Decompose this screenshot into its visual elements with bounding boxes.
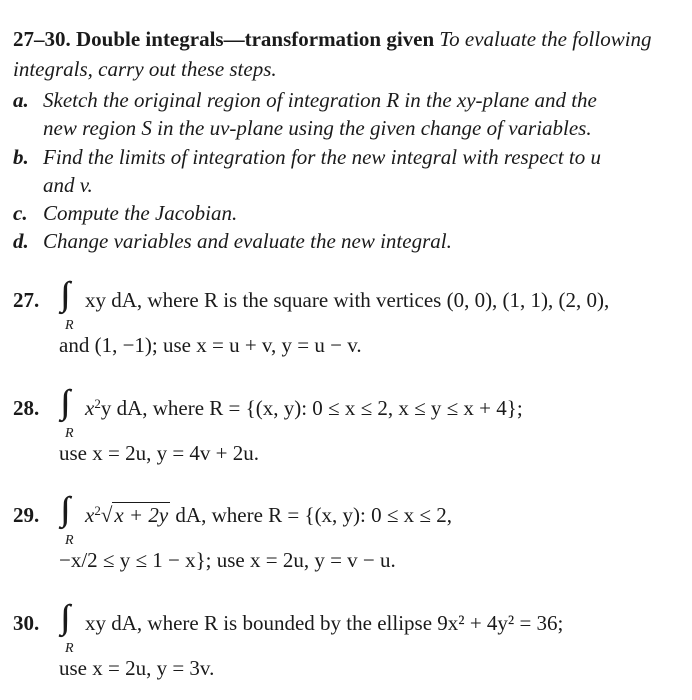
step-b: b. Find the limits of integration for the new integral with respect to u and v. — [13, 145, 602, 197]
section-title: Double integrals—transformation given — [76, 27, 435, 51]
problem-number: 28. — [13, 396, 40, 420]
problem-statement: $x^2√x + 2y$ dA, where R = {(x, y): 0 ≤ x ≤ 2, — [85, 503, 452, 527]
problem-statement: xy dA, where R is bounded by the ellipse 9x² + 4y² = 36; — [85, 611, 564, 635]
problem-range: 27–30. — [13, 27, 71, 51]
problem-substitution: use x = 2u, y = 4v + 2u. — [59, 441, 260, 465]
problem-statement: xy dA, where R is the square with vertices (0, 0), (1, 1), (2, 0), — [85, 288, 610, 312]
region-subscript: R — [65, 533, 74, 548]
problem-number: 27. — [13, 288, 40, 312]
problem-substitution: use x = 2u, y = 3v. — [59, 656, 215, 680]
step-a: a. Sketch the original region of integration R in the xy-plane and the new region S in the uv-plane using the given change of variables. — [13, 88, 597, 140]
radicand: x + 2y — [114, 503, 169, 527]
problem-number: 30. — [13, 611, 40, 635]
problem-substitution: −x/2 ≤ y ≤ 1 − x}; use x = 2u, y = v − u. — [59, 548, 396, 572]
region-subscript: R — [65, 426, 74, 441]
region-subscript: R — [65, 641, 74, 656]
problem-number: 29. — [13, 503, 40, 527]
section-intro: To evaluate the following integrals, carry out these steps. — [13, 27, 652, 81]
problem-substitution: and (1, −1); use x = u + v, y = u − v. — [59, 333, 362, 357]
step-c: c. Compute the Jacobian. — [13, 201, 238, 225]
section-header — [13, 24, 673, 84]
region-subscript: R — [65, 318, 74, 333]
step-d: d. Change variables and evaluate the new integral. — [13, 229, 452, 253]
problem-statement: $x^2y$ dA, where R = {(x, y): 0 ≤ x ≤ 2, x ≤ y ≤ x + 4}; — [85, 396, 523, 420]
